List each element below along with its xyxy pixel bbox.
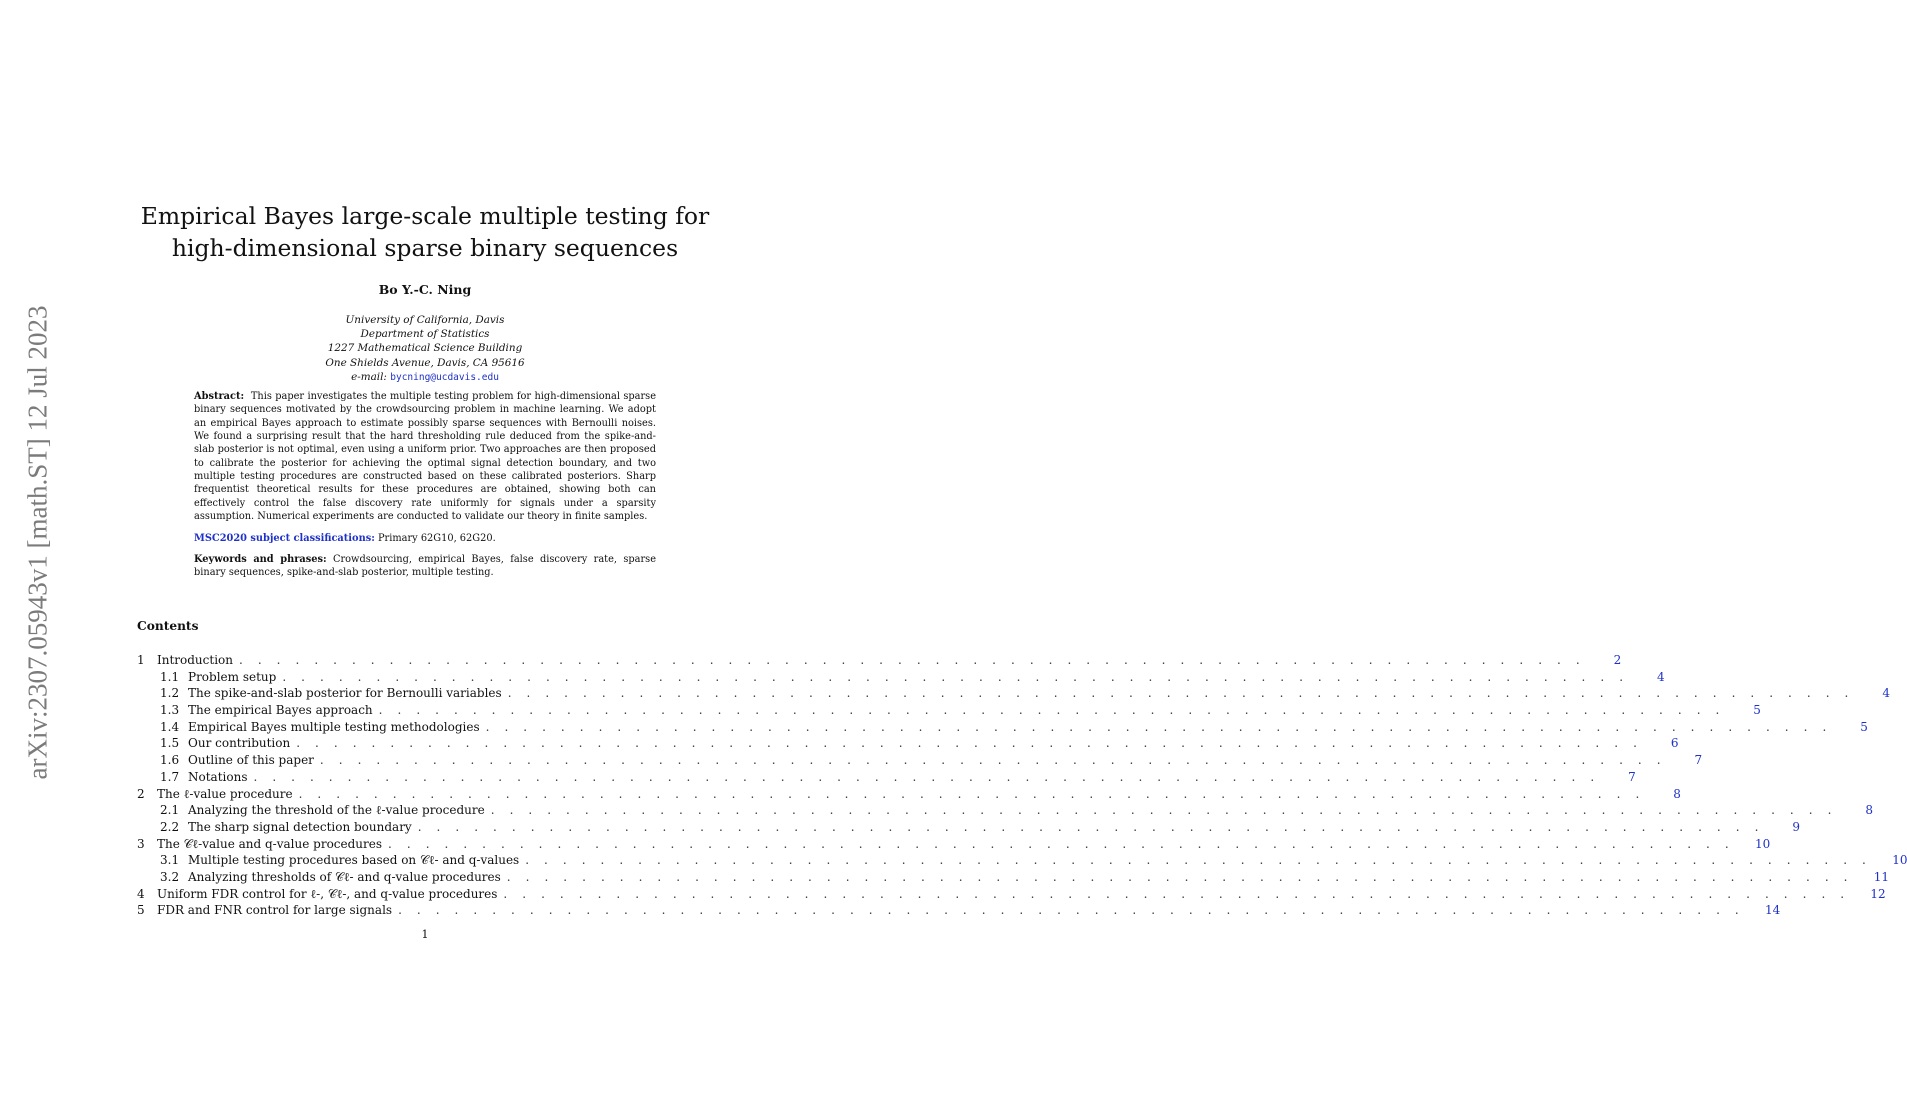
toc-dot-leader: . . . . . . . . . . . . . . . . . . . . . . . . . . . . . . . . . . . . . . . . . . . . . . . . . . . . . . . . . . . . . . . . . . . . . . . . — [525, 853, 1872, 868]
toc-page-link[interactable]: 10 — [1892, 853, 1907, 868]
toc-entry[interactable] — [137, 652, 1622, 669]
keywords-text: Crowdsourcing, empirical Bayes, false discovery rate, sparse binary sequences, spike-and-slab posterior, multiple testing. — [194, 554, 656, 579]
affiliation-line: University of California, Davis — [345, 314, 505, 326]
toc-entry-title: Multiple testing procedures based on 𝒞ℓ- and q-values — [188, 853, 520, 868]
toc-entry[interactable] — [137, 902, 1781, 919]
toc-entry-number: 2.1 — [160, 803, 180, 818]
toc-entry-title: The 𝒞ℓ-value and q-value procedures — [157, 836, 383, 851]
toc-page-link[interactable]: 7 — [1628, 769, 1636, 784]
paper-title-line-1: Empirical Bayes large-scale multiple testing for — [140, 202, 710, 230]
toc-entry[interactable] — [137, 719, 1868, 736]
toc-entry[interactable] — [137, 669, 1665, 686]
toc-dot-leader: . . . . . . . . . . . . . . . . . . . . . . . . . . . . . . . . . . . . . . . . . . . . . . . . . . . . . . . . . . . . . . . . . . . . . . . . — [485, 719, 1832, 734]
toc-dot-leader: . . . . . . . . . . . . . . . . . . . . . . . . . . . . . . . . . . . . . . . . . . . . . . . . . . . . . . . . . . . . . . . . . . . . . . . . — [507, 686, 1854, 701]
toc-entry-title: The sharp signal detection boundary — [188, 819, 412, 834]
toc-page-link[interactable]: 8 — [1673, 786, 1681, 801]
toc-entry-number: 5 — [137, 903, 145, 918]
toc-entry-number: 1.4 — [160, 719, 180, 734]
arxiv-stamp — [18, 292, 58, 792]
toc-entry[interactable] — [137, 836, 1771, 853]
abstract-label: Abstract: — [194, 391, 245, 402]
toc-dot-leader: . . . . . . . . . . . . . . . . . . . . . . . . . . . . . . . . . . . . . . . . . . . . . . . . . . . . . . . . . . . . . . . . . . . . . . . . — [388, 836, 1735, 851]
affiliation — [130, 313, 720, 385]
toc-page-link[interactable]: 4 — [1656, 669, 1665, 684]
toc-page-link[interactable]: 5 — [1860, 719, 1868, 734]
email-link[interactable]: bycning@ucdavis.edu — [390, 371, 499, 383]
affiliation-line: 1227 Mathematical Science Building — [327, 342, 523, 355]
abstract-paragraph — [194, 390, 656, 523]
toc-entry-number: 2 — [137, 786, 145, 801]
affiliation-line: One Shields Avenue, Davis, CA 95616 — [325, 356, 525, 369]
toc-entry-title: The ℓ-value procedure — [157, 786, 293, 801]
toc-dot-leader: . . . . . . . . . . . . . . . . . . . . . . . . . . . . . . . . . . . . . . . . . . . . . . . . . . . . . . . . . . . . . . . . . . . . . . . . — [506, 869, 1854, 884]
toc-entry[interactable] — [137, 802, 1873, 819]
toc-dot-leader: . . . . . . . . . . . . . . . . . . . . . . . . . . . . . . . . . . . . . . . . . . . . . . . . . . . . . . . . . . . . . . . . . . . . . . . . — [253, 769, 1600, 784]
toc-dot-leader: . . . . . . . . . . . . . . . . . . . . . . . . . . . . . . . . . . . . . . . . . . . . . . . . . . . . . . . . . . . . . . . . . . . . . . . . — [319, 753, 1667, 768]
toc-dot-leader: . . . . . . . . . . . . . . . . . . . . . . . . . . . . . . . . . . . . . . . . . . . . . . . . . . . . . . . . . . . . . . . . . . . . . . . . — [296, 736, 1643, 751]
toc-entry-title: The spike-and-slab posterior for Bernoulli variables — [188, 686, 502, 701]
msc-label[interactable]: MSC2020 subject classifications: — [194, 533, 375, 544]
toc-entry-title: The empirical Bayes approach — [188, 703, 373, 718]
toc-entry[interactable] — [137, 685, 1890, 702]
abstract — [194, 390, 656, 523]
toc-entry-title: Notations — [188, 769, 248, 784]
toc-dot-leader: . . . . . . . . . . . . . . . . . . . . . . . . . . . . . . . . . . . . . . . . . . . . . . . . . . . . . . . . . . . . . . . . . . . . . . . . — [417, 819, 1764, 834]
toc-entry[interactable] — [137, 786, 1681, 803]
toc-entry[interactable] — [137, 702, 1761, 719]
paper-title-line-2: high-dimensional sparse binary sequences — [171, 234, 679, 262]
toc-entry-title: Problem setup — [188, 669, 277, 684]
toc-entry-number: 3.1 — [160, 853, 180, 868]
toc-page-link[interactable]: 12 — [1870, 886, 1886, 901]
affiliation-line: Department of Statistics — [360, 328, 490, 341]
author-name: Bo Y.-C. Ning — [378, 282, 472, 297]
table-of-contents — [137, 652, 1907, 919]
toc-dot-leader: . . . . . . . . . . . . . . . . . . . . . . . . . . . . . . . . . . . . . . . . . . . . . . . . . . . . . . . . . . . . . . . . . . . . . . . . — [298, 786, 1645, 801]
toc-dot-leader: . . . . . . . . . . . . . . . . . . . . . . . . . . . . . . . . . . . . . . . . . . . . . . . . . . . . . . . . . . . . . . . . . . . . . . . . — [503, 886, 1850, 901]
toc-entry-number: 1.1 — [160, 669, 180, 684]
keywords-label: Keywords and phrases: — [194, 554, 327, 565]
toc-page-link[interactable]: 6 — [1670, 736, 1679, 751]
toc-dot-leader: . . . . . . . . . . . . . . . . . . . . . . . . . . . . . . . . . . . . . . . . . . . . . . . . . . . . . . . . . . . . . . . . . . . . . . . . — [378, 703, 1725, 718]
toc-entry[interactable] — [137, 735, 1679, 752]
toc-page-link[interactable]: 11 — [1873, 869, 1890, 884]
toc-page-link[interactable]: 9 — [1792, 819, 1800, 834]
toc-dot-leader: . . . . . . . . . . . . . . . . . . . . . . . . . . . . . . . . . . . . . . . . . . . . . . . . . . . . . . . . . . . . . . . . . . . . . . . . — [282, 669, 1629, 684]
toc-dot-leader: . . . . . . . . . . . . . . . . . . . . . . . . . . . . . . . . . . . . . . . . . . . . . . . . . . . . . . . . . . . . . . . . . . . . . . . . — [239, 653, 1586, 667]
toc-entry-number: 1 — [137, 653, 145, 667]
toc-entry[interactable] — [137, 886, 1886, 903]
toc-entry[interactable] — [137, 819, 1800, 836]
page-number: 1 — [421, 928, 429, 941]
toc-entry-title: Analyzing thresholds of 𝒞ℓ- and q-value procedures — [188, 869, 501, 884]
email-label: e-mail: — [351, 370, 387, 383]
toc-page-link[interactable]: 4 — [1882, 686, 1890, 701]
toc-entry-number: 1.3 — [160, 703, 180, 718]
toc-entry-number: 1.2 — [160, 686, 180, 701]
msc-text: Primary 62G10, 62G20. — [377, 533, 496, 544]
toc-entry-title: Uniform FDR control for ℓ-, 𝒞ℓ-, and q-value procedures — [157, 886, 498, 901]
toc-page-link[interactable]: 8 — [1865, 803, 1873, 818]
toc-page-link[interactable]: 2 — [1613, 653, 1622, 667]
toc-page-link[interactable]: 10 — [1755, 836, 1771, 851]
msc-classifications — [194, 532, 656, 545]
toc-entry[interactable] — [137, 752, 1703, 769]
contents-heading: Contents — [137, 619, 199, 633]
email-line — [130, 370, 720, 385]
keywords — [194, 553, 656, 580]
toc-entry-title: FDR and FNR control for large signals — [157, 903, 393, 918]
toc-entry[interactable] — [137, 769, 1636, 786]
arxiv-stamp-text: arXiv:2307.05943v1 [math.ST] 12 Jul 2023 — [22, 305, 53, 779]
toc-dot-leader: . . . . . . . . . . . . . . . . . . . . . . . . . . . . . . . . . . . . . . . . . . . . . . . . . . . . . . . . . . . . . . . . . . . . . . . . — [398, 903, 1745, 918]
toc-entry-title: Outline of this paper — [188, 753, 314, 768]
toc-entry-number: 3 — [137, 836, 145, 851]
toc-entry-number: 1.5 — [160, 736, 180, 751]
toc-entry[interactable] — [137, 869, 1890, 886]
toc-entry-title: Analyzing the threshold of the ℓ-value procedure — [188, 803, 485, 818]
toc-entry-title: Our contribution — [188, 736, 291, 751]
toc-page-link[interactable]: 14 — [1765, 903, 1781, 918]
toc-page-link[interactable]: 7 — [1694, 753, 1703, 768]
toc-entry[interactable] — [137, 852, 1907, 869]
toc-entry-title: Introduction — [157, 653, 233, 667]
abstract-text: This paper investigates the multiple testing problem for high-dimensional sparse binary sequences motivated by the crowdsourcing problem in machine learning. We adopt an empirical Bayes approach to estimate possibly sparse sequences with Bernoulli noises. We found a surprising result that the hard thresholding rule deduced from the spike-and-slab posterior is not optimal, even using a uniform prior. Two approaches are then proposed to calibrate the posterior for achieving the optimal signal detection boundary, and two multiple testing procedures are constructed based on these calibrated posteriors. Sharp frequentist theoretical results for these procedures are obtained, showing both can effectively control the false discovery rate uniformly for signals under a sparsity assumption. Numerical experiments are conducted to validate our theory in finite samples. — [194, 391, 656, 523]
toc-entry-title: Empirical Bayes multiple testing methodologies — [188, 719, 480, 734]
paper-title — [130, 200, 720, 264]
toc-entry-number: 1.7 — [160, 769, 180, 784]
toc-page-link[interactable]: 5 — [1753, 703, 1761, 718]
toc-entry-number: 3.2 — [160, 869, 180, 884]
toc-entry-number: 1.6 — [160, 753, 180, 768]
toc-dot-leader: . . . . . . . . . . . . . . . . . . . . . . . . . . . . . . . . . . . . . . . . . . . . . . . . . . . . . . . . . . . . . . . . . . . . . . . . — [490, 803, 1837, 818]
toc-entry-number: 2.2 — [160, 819, 180, 834]
toc-entry-number: 4 — [137, 886, 145, 901]
